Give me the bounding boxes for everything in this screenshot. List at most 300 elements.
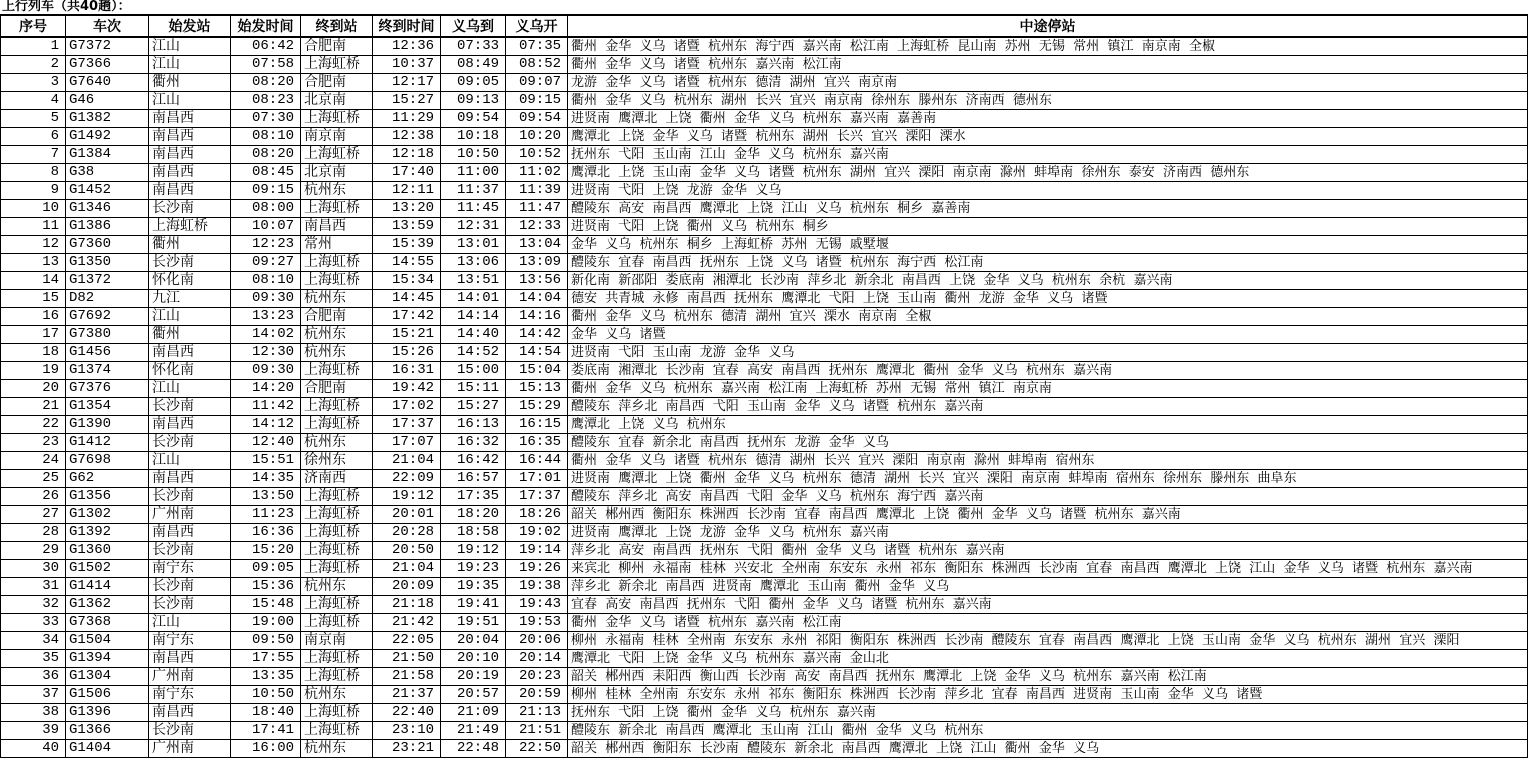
train-table bbox=[0, 14, 1528, 758]
cell-arr-time: 14:55 bbox=[373, 254, 441, 272]
cell-yiwu-arr: 22:48 bbox=[441, 740, 506, 758]
cell-arr-time: 20:09 bbox=[373, 578, 441, 596]
cell-yiwu-arr: 20:57 bbox=[441, 686, 506, 704]
cell-dep-time: 14:20 bbox=[231, 380, 301, 398]
cell-yiwu-arr: 20:10 bbox=[441, 650, 506, 668]
cell-no: 37 bbox=[1, 686, 66, 704]
cell-from: 长沙南 bbox=[149, 434, 231, 452]
cell-to: 杭州东 bbox=[301, 290, 373, 308]
cell-yiwu-arr: 08:49 bbox=[441, 56, 506, 74]
cell-to: 南昌西 bbox=[301, 218, 373, 236]
cell-to: 上海虹桥 bbox=[301, 722, 373, 740]
cell-stops: 进贤南 弋阳 上饶 龙游 金华 义乌 bbox=[568, 182, 1528, 200]
cell-yiwu-dep: 15:13 bbox=[506, 380, 568, 398]
cell-no: 4 bbox=[1, 92, 66, 110]
cell-train: G1492 bbox=[66, 128, 149, 146]
cell-to: 上海虹桥 bbox=[301, 524, 373, 542]
cell-yiwu-dep: 19:53 bbox=[506, 614, 568, 632]
cell-stops: 龙游 金华 义乌 诸暨 杭州东 德清 湖州 宜兴 南京南 bbox=[568, 74, 1528, 92]
header-arr-time: 终到时间 bbox=[373, 15, 441, 37]
cell-train: G1360 bbox=[66, 542, 149, 560]
cell-yiwu-dep: 19:43 bbox=[506, 596, 568, 614]
cell-arr-time: 17:42 bbox=[373, 308, 441, 326]
cell-train: G1506 bbox=[66, 686, 149, 704]
cell-train: G7366 bbox=[66, 56, 149, 74]
cell-from: 衢州 bbox=[149, 326, 231, 344]
cell-dep-time: 16:00 bbox=[231, 740, 301, 758]
cell-dep-time: 09:30 bbox=[231, 362, 301, 380]
table-row bbox=[1, 614, 1528, 632]
cell-no: 11 bbox=[1, 218, 66, 236]
table-row bbox=[1, 506, 1528, 524]
cell-from: 怀化南 bbox=[149, 272, 231, 290]
cell-dep-time: 09:50 bbox=[231, 632, 301, 650]
cell-no: 22 bbox=[1, 416, 66, 434]
cell-yiwu-dep: 18:26 bbox=[506, 506, 568, 524]
cell-yiwu-dep: 14:04 bbox=[506, 290, 568, 308]
cell-train: D82 bbox=[66, 290, 149, 308]
cell-no: 25 bbox=[1, 470, 66, 488]
cell-no: 9 bbox=[1, 182, 66, 200]
cell-to: 徐州东 bbox=[301, 452, 373, 470]
table-row bbox=[1, 326, 1528, 344]
cell-no: 16 bbox=[1, 308, 66, 326]
table-row bbox=[1, 686, 1528, 704]
cell-yiwu-dep: 13:04 bbox=[506, 236, 568, 254]
cell-yiwu-dep: 15:29 bbox=[506, 398, 568, 416]
cell-dep-time: 17:41 bbox=[231, 722, 301, 740]
cell-no: 21 bbox=[1, 398, 66, 416]
cell-no: 24 bbox=[1, 452, 66, 470]
cell-from: 长沙南 bbox=[149, 398, 231, 416]
cell-train: G1396 bbox=[66, 704, 149, 722]
cell-to: 北京南 bbox=[301, 164, 373, 182]
cell-from: 南宁东 bbox=[149, 632, 231, 650]
cell-to: 上海虹桥 bbox=[301, 254, 373, 272]
cell-from: 长沙南 bbox=[149, 200, 231, 218]
cell-stops: 抚州东 弋阳 上饶 衢州 金华 义乌 杭州东 嘉兴南 bbox=[568, 704, 1528, 722]
cell-no: 5 bbox=[1, 110, 66, 128]
cell-yiwu-dep: 11:47 bbox=[506, 200, 568, 218]
cell-arr-time: 13:59 bbox=[373, 218, 441, 236]
cell-to: 南京南 bbox=[301, 632, 373, 650]
cell-train: G1384 bbox=[66, 146, 149, 164]
cell-stops: 进贤南 弋阳 上饶 衢州 义乌 杭州东 桐乡 bbox=[568, 218, 1528, 236]
header-row bbox=[1, 15, 1528, 37]
cell-from: 南昌西 bbox=[149, 110, 231, 128]
cell-yiwu-arr: 16:32 bbox=[441, 434, 506, 452]
cell-yiwu-dep: 16:15 bbox=[506, 416, 568, 434]
cell-arr-time: 12:36 bbox=[373, 37, 441, 56]
cell-to: 杭州东 bbox=[301, 740, 373, 758]
cell-yiwu-dep: 10:52 bbox=[506, 146, 568, 164]
cell-dep-time: 09:27 bbox=[231, 254, 301, 272]
cell-dep-time: 14:12 bbox=[231, 416, 301, 434]
cell-yiwu-arr: 07:33 bbox=[441, 37, 506, 56]
cell-arr-time: 17:02 bbox=[373, 398, 441, 416]
cell-yiwu-arr: 17:35 bbox=[441, 488, 506, 506]
page-title: 上行列车（共40趟）： bbox=[2, 0, 131, 14]
header-train: 车次 bbox=[66, 15, 149, 37]
cell-no: 34 bbox=[1, 632, 66, 650]
cell-no: 27 bbox=[1, 506, 66, 524]
table-row bbox=[1, 380, 1528, 398]
cell-arr-time: 23:21 bbox=[373, 740, 441, 758]
cell-train: G1346 bbox=[66, 200, 149, 218]
cell-stops: 进贤南 鹰潭北 上饶 衢州 金华 义乌 杭州东 德清 湖州 长兴 宜兴 溧阳 南京南 蚌埠南 宿州东 徐州东 滕州东 曲阜东 bbox=[568, 470, 1528, 488]
cell-yiwu-arr: 19:35 bbox=[441, 578, 506, 596]
cell-train: G1382 bbox=[66, 110, 149, 128]
cell-from: 南昌西 bbox=[149, 416, 231, 434]
table-row bbox=[1, 650, 1528, 668]
cell-yiwu-arr: 11:00 bbox=[441, 164, 506, 182]
cell-stops: 醴陵东 萍乡北 南昌西 弋阳 玉山南 金华 义乌 诸暨 杭州东 嘉兴南 bbox=[568, 398, 1528, 416]
cell-yiwu-arr: 09:05 bbox=[441, 74, 506, 92]
cell-dep-time: 13:23 bbox=[231, 308, 301, 326]
cell-train: G1372 bbox=[66, 272, 149, 290]
cell-dep-time: 15:51 bbox=[231, 452, 301, 470]
cell-stops: 宜春 高安 南昌西 抚州东 弋阳 衢州 金华 义乌 诸暨 杭州东 嘉兴南 bbox=[568, 596, 1528, 614]
cell-no: 12 bbox=[1, 236, 66, 254]
cell-arr-time: 20:28 bbox=[373, 524, 441, 542]
cell-no: 6 bbox=[1, 128, 66, 146]
cell-from: 江山 bbox=[149, 452, 231, 470]
table-row bbox=[1, 182, 1528, 200]
cell-yiwu-dep: 12:33 bbox=[506, 218, 568, 236]
cell-stops: 进贤南 鹰潭北 上饶 衢州 金华 义乌 杭州东 嘉兴南 嘉善南 bbox=[568, 110, 1528, 128]
cell-arr-time: 15:26 bbox=[373, 344, 441, 362]
cell-from: 广州南 bbox=[149, 668, 231, 686]
cell-arr-time: 22:40 bbox=[373, 704, 441, 722]
cell-from: 南宁东 bbox=[149, 560, 231, 578]
cell-yiwu-dep: 14:54 bbox=[506, 344, 568, 362]
cell-stops: 柳州 桂林 全州南 东安东 永州 祁东 衡阳东 株洲西 长沙南 萍乡北 宜春 南昌西 进贤南 玉山南 金华 义乌 诸暨 bbox=[568, 686, 1528, 704]
cell-to: 上海虹桥 bbox=[301, 614, 373, 632]
cell-dep-time: 16:36 bbox=[231, 524, 301, 542]
cell-train: G1394 bbox=[66, 650, 149, 668]
header-dep-time: 始发时间 bbox=[231, 15, 301, 37]
cell-stops: 韶关 郴州西 衡阳东 株洲西 长沙南 宜春 南昌西 鹰潭北 上饶 衢州 金华 义乌 诸暨 杭州东 嘉兴南 bbox=[568, 506, 1528, 524]
table-row bbox=[1, 632, 1528, 650]
cell-arr-time: 21:42 bbox=[373, 614, 441, 632]
cell-dep-time: 10:50 bbox=[231, 686, 301, 704]
cell-to: 上海虹桥 bbox=[301, 650, 373, 668]
cell-train: G1392 bbox=[66, 524, 149, 542]
cell-yiwu-arr: 16:42 bbox=[441, 452, 506, 470]
cell-from: 长沙南 bbox=[149, 254, 231, 272]
cell-to: 上海虹桥 bbox=[301, 416, 373, 434]
cell-from: 长沙南 bbox=[149, 542, 231, 560]
cell-no: 2 bbox=[1, 56, 66, 74]
cell-yiwu-dep: 13:09 bbox=[506, 254, 568, 272]
table-row bbox=[1, 37, 1528, 56]
table-row bbox=[1, 290, 1528, 308]
cell-from: 南昌西 bbox=[149, 524, 231, 542]
cell-yiwu-arr: 19:23 bbox=[441, 560, 506, 578]
table-row bbox=[1, 128, 1528, 146]
cell-to: 上海虹桥 bbox=[301, 560, 373, 578]
train-table-body bbox=[1, 37, 1528, 758]
cell-train: G1502 bbox=[66, 560, 149, 578]
cell-yiwu-arr: 11:45 bbox=[441, 200, 506, 218]
cell-to: 上海虹桥 bbox=[301, 56, 373, 74]
cell-no: 28 bbox=[1, 524, 66, 542]
cell-stops: 醴陵东 高安 南昌西 鹰潭北 上饶 江山 义乌 杭州东 桐乡 嘉善南 bbox=[568, 200, 1528, 218]
cell-yiwu-dep: 19:02 bbox=[506, 524, 568, 542]
cell-to: 杭州东 bbox=[301, 434, 373, 452]
cell-stops: 衢州 金华 义乌 诸暨 杭州东 德清 湖州 长兴 宜兴 溧阳 南京南 滁州 蚌埠南 宿州东 bbox=[568, 452, 1528, 470]
cell-to: 合肥南 bbox=[301, 308, 373, 326]
cell-dep-time: 06:42 bbox=[231, 37, 301, 56]
cell-yiwu-dep: 20:14 bbox=[506, 650, 568, 668]
cell-yiwu-dep: 13:56 bbox=[506, 272, 568, 290]
cell-stops: 德安 共青城 永修 南昌西 抚州东 鹰潭北 弋阳 上饶 玉山南 衢州 龙游 金华 义乌 诸暨 bbox=[568, 290, 1528, 308]
cell-dep-time: 11:23 bbox=[231, 506, 301, 524]
cell-train: G1412 bbox=[66, 434, 149, 452]
cell-no: 8 bbox=[1, 164, 66, 182]
cell-yiwu-dep: 10:20 bbox=[506, 128, 568, 146]
cell-yiwu-arr: 15:11 bbox=[441, 380, 506, 398]
table-row bbox=[1, 470, 1528, 488]
cell-stops: 娄底南 湘潭北 长沙南 宜春 高安 南昌西 抚州东 鹰潭北 衢州 金华 义乌 杭州东 嘉兴南 bbox=[568, 362, 1528, 380]
cell-stops: 萍乡北 高安 南昌西 抚州东 弋阳 衢州 金华 义乌 诸暨 杭州东 嘉兴南 bbox=[568, 542, 1528, 560]
cell-train: G7360 bbox=[66, 236, 149, 254]
cell-stops: 鹰潭北 上饶 玉山南 金华 义乌 诸暨 杭州东 湖州 宜兴 溧阳 南京南 滁州 蚌埠南 徐州东 泰安 济南西 德州东 bbox=[568, 164, 1528, 182]
cell-from: 上海虹桥 bbox=[149, 218, 231, 236]
cell-dep-time: 08:10 bbox=[231, 272, 301, 290]
table-row bbox=[1, 668, 1528, 686]
cell-stops: 柳州 永福南 桂林 全州南 东安东 永州 祁阳 衡阳东 株洲西 长沙南 醴陵东 宜春 南昌西 鹰潭北 上饶 玉山南 金华 义乌 杭州东 湖州 宜兴 溧阳 bbox=[568, 632, 1528, 650]
cell-arr-time: 17:37 bbox=[373, 416, 441, 434]
cell-yiwu-arr: 14:01 bbox=[441, 290, 506, 308]
cell-to: 上海虹桥 bbox=[301, 506, 373, 524]
cell-stops: 抚州东 弋阳 玉山南 江山 金华 义乌 杭州东 嘉兴南 bbox=[568, 146, 1528, 164]
cell-train: G7692 bbox=[66, 308, 149, 326]
cell-yiwu-dep: 14:16 bbox=[506, 308, 568, 326]
cell-no: 39 bbox=[1, 722, 66, 740]
cell-arr-time: 20:50 bbox=[373, 542, 441, 560]
cell-no: 3 bbox=[1, 74, 66, 92]
cell-yiwu-arr: 20:04 bbox=[441, 632, 506, 650]
table-row bbox=[1, 578, 1528, 596]
cell-no: 26 bbox=[1, 488, 66, 506]
cell-dep-time: 12:23 bbox=[231, 236, 301, 254]
cell-yiwu-dep: 17:01 bbox=[506, 470, 568, 488]
cell-yiwu-arr: 09:13 bbox=[441, 92, 506, 110]
cell-yiwu-dep: 08:52 bbox=[506, 56, 568, 74]
cell-to: 合肥南 bbox=[301, 380, 373, 398]
cell-from: 南宁东 bbox=[149, 686, 231, 704]
cell-to: 上海虹桥 bbox=[301, 272, 373, 290]
cell-dep-time: 07:58 bbox=[231, 56, 301, 74]
cell-stops: 醴陵东 萍乡北 高安 南昌西 弋阳 金华 义乌 杭州东 海宁西 嘉兴南 bbox=[568, 488, 1528, 506]
cell-no: 40 bbox=[1, 740, 66, 758]
cell-dep-time: 12:30 bbox=[231, 344, 301, 362]
cell-to: 上海虹桥 bbox=[301, 398, 373, 416]
cell-to: 上海虹桥 bbox=[301, 200, 373, 218]
header-no: 序号 bbox=[1, 15, 66, 37]
cell-no: 13 bbox=[1, 254, 66, 272]
table-row bbox=[1, 110, 1528, 128]
cell-to: 北京南 bbox=[301, 92, 373, 110]
cell-stops: 衢州 金华 义乌 杭州东 嘉兴南 松江南 上海虹桥 苏州 无锡 常州 镇江 南京南 bbox=[568, 380, 1528, 398]
cell-to: 常州 bbox=[301, 236, 373, 254]
cell-dep-time: 08:20 bbox=[231, 74, 301, 92]
cell-train: G1452 bbox=[66, 182, 149, 200]
cell-dep-time: 19:00 bbox=[231, 614, 301, 632]
cell-from: 江山 bbox=[149, 92, 231, 110]
cell-from: 南昌西 bbox=[149, 650, 231, 668]
cell-arr-time: 12:11 bbox=[373, 182, 441, 200]
cell-arr-time: 21:37 bbox=[373, 686, 441, 704]
cell-arr-time: 13:20 bbox=[373, 200, 441, 218]
cell-yiwu-arr: 14:52 bbox=[441, 344, 506, 362]
cell-arr-time: 21:04 bbox=[373, 452, 441, 470]
cell-from: 南昌西 bbox=[149, 146, 231, 164]
cell-yiwu-dep: 20:23 bbox=[506, 668, 568, 686]
table-row bbox=[1, 146, 1528, 164]
cell-from: 九江 bbox=[149, 290, 231, 308]
cell-yiwu-arr: 12:31 bbox=[441, 218, 506, 236]
cell-dep-time: 09:05 bbox=[231, 560, 301, 578]
cell-arr-time: 19:12 bbox=[373, 488, 441, 506]
cell-stops: 新化南 新邵阳 娄底南 湘潭北 长沙南 萍乡北 新余北 南昌西 上饶 金华 义乌 杭州东 余杭 嘉兴南 bbox=[568, 272, 1528, 290]
table-row bbox=[1, 236, 1528, 254]
cell-dep-time: 15:36 bbox=[231, 578, 301, 596]
table-row bbox=[1, 488, 1528, 506]
header-to: 终到站 bbox=[301, 15, 373, 37]
cell-train: G1390 bbox=[66, 416, 149, 434]
cell-arr-time: 20:01 bbox=[373, 506, 441, 524]
cell-arr-time: 11:29 bbox=[373, 110, 441, 128]
cell-yiwu-dep: 19:38 bbox=[506, 578, 568, 596]
cell-to: 杭州东 bbox=[301, 326, 373, 344]
cell-to: 上海虹桥 bbox=[301, 704, 373, 722]
cell-train: G1350 bbox=[66, 254, 149, 272]
cell-from: 南昌西 bbox=[149, 164, 231, 182]
cell-yiwu-arr: 13:06 bbox=[441, 254, 506, 272]
table-row bbox=[1, 362, 1528, 380]
cell-yiwu-dep: 15:04 bbox=[506, 362, 568, 380]
cell-to: 杭州东 bbox=[301, 344, 373, 362]
cell-yiwu-dep: 07:35 bbox=[506, 37, 568, 56]
cell-stops: 鹰潭北 弋阳 上饶 金华 义乌 杭州东 嘉兴南 金山北 bbox=[568, 650, 1528, 668]
cell-no: 1 bbox=[1, 37, 66, 56]
cell-from: 长沙南 bbox=[149, 578, 231, 596]
cell-arr-time: 22:09 bbox=[373, 470, 441, 488]
cell-train: G1302 bbox=[66, 506, 149, 524]
cell-yiwu-arr: 13:51 bbox=[441, 272, 506, 290]
cell-from: 南昌西 bbox=[149, 182, 231, 200]
cell-stops: 衢州 金华 义乌 杭州东 湖州 长兴 宜兴 南京南 徐州东 滕州东 济南西 德州东 bbox=[568, 92, 1528, 110]
cell-no: 33 bbox=[1, 614, 66, 632]
cell-dep-time: 15:20 bbox=[231, 542, 301, 560]
cell-yiwu-arr: 19:12 bbox=[441, 542, 506, 560]
cell-no: 20 bbox=[1, 380, 66, 398]
table-row bbox=[1, 218, 1528, 236]
cell-from: 南昌西 bbox=[149, 128, 231, 146]
header-yiwu-arr: 义乌到 bbox=[441, 15, 506, 37]
cell-stops: 醴陵东 新余北 南昌西 鹰潭北 玉山南 江山 衢州 金华 义乌 杭州东 bbox=[568, 722, 1528, 740]
table-row bbox=[1, 56, 1528, 74]
cell-dep-time: 09:15 bbox=[231, 182, 301, 200]
cell-arr-time: 22:05 bbox=[373, 632, 441, 650]
cell-from: 长沙南 bbox=[149, 722, 231, 740]
cell-no: 19 bbox=[1, 362, 66, 380]
train-table-header bbox=[1, 15, 1528, 37]
cell-arr-time: 21:58 bbox=[373, 668, 441, 686]
cell-arr-time: 15:34 bbox=[373, 272, 441, 290]
cell-dep-time: 09:30 bbox=[231, 290, 301, 308]
cell-from: 广州南 bbox=[149, 506, 231, 524]
cell-from: 江山 bbox=[149, 308, 231, 326]
cell-no: 23 bbox=[1, 434, 66, 452]
cell-train: G7380 bbox=[66, 326, 149, 344]
cell-stops: 韶关 郴州西 衡阳东 长沙南 醴陵东 新余北 南昌西 鹰潭北 上饶 江山 衢州 金华 义乌 bbox=[568, 740, 1528, 758]
cell-arr-time: 12:17 bbox=[373, 74, 441, 92]
cell-train: G1504 bbox=[66, 632, 149, 650]
cell-from: 广州南 bbox=[149, 740, 231, 758]
table-row bbox=[1, 452, 1528, 470]
cell-train: G7368 bbox=[66, 614, 149, 632]
cell-train: G1456 bbox=[66, 344, 149, 362]
cell-dep-time: 10:07 bbox=[231, 218, 301, 236]
cell-train: G38 bbox=[66, 164, 149, 182]
table-row bbox=[1, 92, 1528, 110]
cell-no: 15 bbox=[1, 290, 66, 308]
cell-arr-time: 17:07 bbox=[373, 434, 441, 452]
cell-no: 10 bbox=[1, 200, 66, 218]
cell-no: 31 bbox=[1, 578, 66, 596]
cell-no: 18 bbox=[1, 344, 66, 362]
cell-dep-time: 11:42 bbox=[231, 398, 301, 416]
table-row bbox=[1, 596, 1528, 614]
cell-arr-time: 21:18 bbox=[373, 596, 441, 614]
cell-train: G7640 bbox=[66, 74, 149, 92]
cell-train: G7376 bbox=[66, 380, 149, 398]
cell-no: 7 bbox=[1, 146, 66, 164]
cell-yiwu-arr: 14:14 bbox=[441, 308, 506, 326]
cell-yiwu-arr: 14:40 bbox=[441, 326, 506, 344]
cell-stops: 进贤南 弋阳 玉山南 龙游 金华 义乌 bbox=[568, 344, 1528, 362]
table-row bbox=[1, 704, 1528, 722]
cell-stops: 醴陵东 宜春 南昌西 抚州东 上饶 义乌 诸暨 杭州东 海宁西 松江南 bbox=[568, 254, 1528, 272]
cell-train: G1354 bbox=[66, 398, 149, 416]
cell-no: 14 bbox=[1, 272, 66, 290]
cell-arr-time: 23:10 bbox=[373, 722, 441, 740]
cell-stops: 衢州 金华 义乌 诸暨 杭州东 嘉兴南 松江南 bbox=[568, 56, 1528, 74]
cell-stops: 金华 义乌 诸暨 bbox=[568, 326, 1528, 344]
cell-no: 17 bbox=[1, 326, 66, 344]
cell-dep-time: 08:10 bbox=[231, 128, 301, 146]
cell-train: G1374 bbox=[66, 362, 149, 380]
cell-train: G1414 bbox=[66, 578, 149, 596]
table-row bbox=[1, 740, 1528, 758]
cell-train: G1304 bbox=[66, 668, 149, 686]
cell-yiwu-arr: 15:27 bbox=[441, 398, 506, 416]
cell-stops: 衢州 金华 义乌 诸暨 杭州东 嘉兴南 松江南 bbox=[568, 614, 1528, 632]
cell-yiwu-arr: 18:20 bbox=[441, 506, 506, 524]
cell-yiwu-dep: 20:06 bbox=[506, 632, 568, 650]
cell-stops: 鹰潭北 上饶 义乌 杭州东 bbox=[568, 416, 1528, 434]
cell-dep-time: 14:02 bbox=[231, 326, 301, 344]
cell-to: 上海虹桥 bbox=[301, 362, 373, 380]
cell-from: 南昌西 bbox=[149, 344, 231, 362]
cell-train: G1366 bbox=[66, 722, 149, 740]
cell-dep-time: 18:40 bbox=[231, 704, 301, 722]
cell-arr-time: 14:45 bbox=[373, 290, 441, 308]
cell-from: 衢州 bbox=[149, 236, 231, 254]
